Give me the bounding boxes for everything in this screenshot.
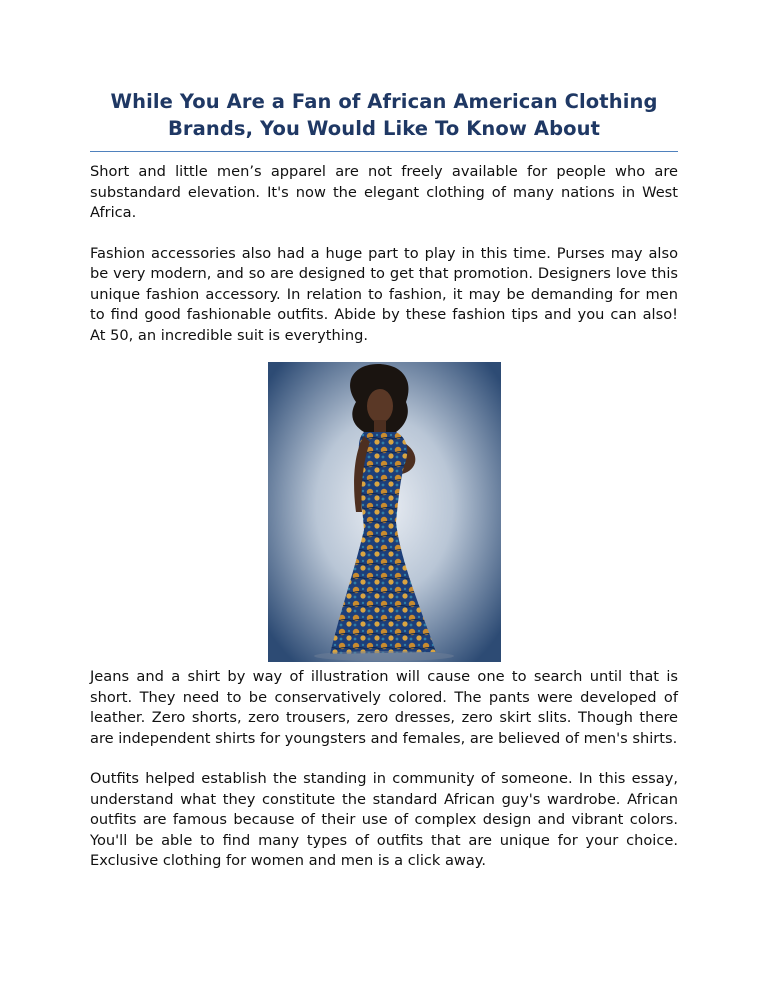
fashion-model-photo <box>268 362 501 662</box>
title-line-2: Brands, You Would Like To Know About <box>167 117 601 140</box>
title-line-1: While You Are a Fan of African American Clothing <box>110 90 658 113</box>
paragraph-4: Outfits helped establish the standing in community of someone. In this essay, understand what they constitute the standard African guy's wardrobe. African outfits are famous because of their use of complex design and vibrant colors. You'll be able to find many types of outfits that are unique for your choice. Exclusive clothing for women and men is a click away. <box>90 770 678 869</box>
paragraph-2: Fashion accessories also had a huge part to play in this time. Purses may also be very modern, and so are designed to get that promotion. Designers love this unique fashion accessory. In relation to fashion, it may be demanding for men to find good fashionable outfits. Abide by these fashion tips and you can also! At 50, an incredible suit is everything. <box>90 244 678 344</box>
paragraph-1: Short and little men’s apparel are not freely available for people who are substandard elevation. It's now the elegant clothing of many nations in West Africa. <box>90 163 678 221</box>
document-title <box>90 88 678 142</box>
title-underline-divider <box>90 151 678 152</box>
paragraph-3: Jeans and a shirt by way of illustration will cause one to search until that is short. They need to be conservatively colored. The pants were developed of leather. Zero shorts, zero trousers, zero dresses, zero skirt slits. Though there are independent shirts for youngsters and females, are believed of men's shirts. <box>90 668 678 747</box>
